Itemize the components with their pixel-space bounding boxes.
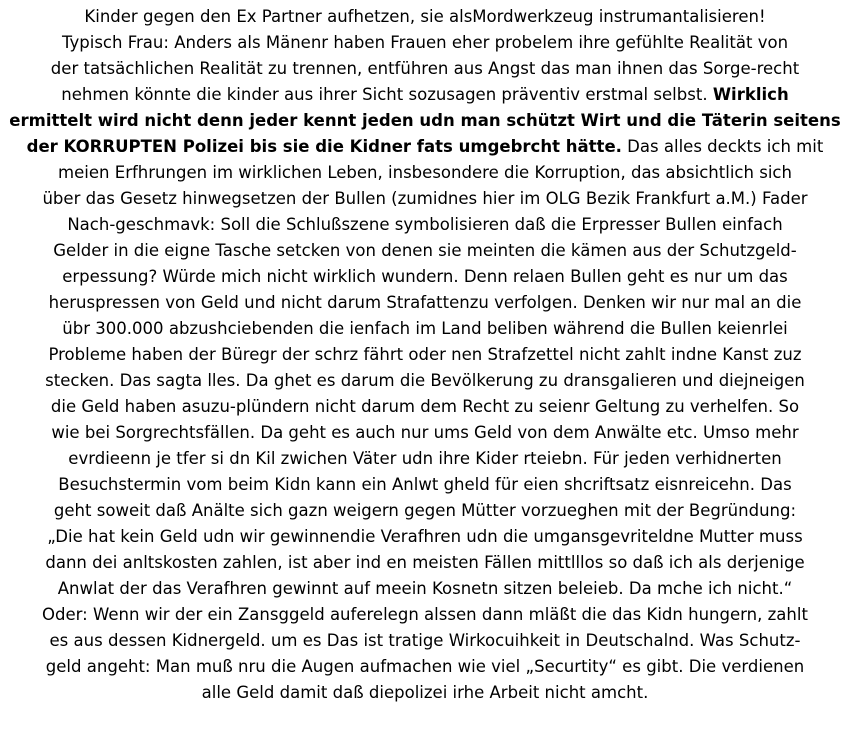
text-line (0, 602, 850, 628)
text-segment: die Geld haben asuzu-plündern nicht darum dem Recht zu seienr Geltung zu verhelfen. So (50, 397, 800, 416)
text-line (0, 550, 850, 576)
text-line (0, 394, 850, 420)
text-line (0, 212, 850, 238)
text-line (0, 186, 850, 212)
text-segment: heruspressen von Geld und nicht darum Strafattenzu verfolgen. Denken wir nur mal an die (48, 293, 802, 312)
text-line (0, 446, 850, 472)
text-line (0, 82, 850, 108)
text-segment: nehmen könnte die kinder aus ihrer Sicht sozusagen präventiv erstmal selbst. (61, 85, 713, 104)
text-line (0, 654, 850, 680)
text-segment: Kinder gegen den Ex Partner aufhetzen, sie alsMordwerkzeug instrumantalisieren! (84, 7, 766, 26)
text-line (0, 160, 850, 186)
text-line (0, 4, 850, 30)
text-line (0, 420, 850, 446)
text-segment: es aus dessen Kidnergeld. um es Das ist tratige Wirkocuihkeit in Deutschalnd. Was Schutz- (49, 631, 801, 650)
text-segment: wie bei Sorgrechtsfällen. Da geht es auch nur ums Geld von dem Anwälte etc. Umso mehr (51, 423, 799, 442)
text-segment: Besuchstermin vom beim Kidn kann ein Anlwt gheld für eien shcriftsatz eisnreicehn. Das (58, 475, 792, 494)
text-line (0, 524, 850, 550)
text-line (0, 56, 850, 82)
text-segment: Anwlat der das Verafhren gewinnt auf meein Kosnetn sitzen beleieb. Da mche ich nicht.“ (57, 579, 793, 598)
text-segment: alle Geld damit daß diepolizei irhe Arbeit nicht amcht. (201, 683, 649, 702)
text-segment: übr 300.000 abzushciebenden die ienfach im Land beliben während die Bullen keienrlei (62, 319, 788, 338)
bold-text-segment: ermittelt wird nicht denn jeder kennt jeden udn man schützt Wirt und die Täterin seitens (9, 111, 841, 130)
text-line (0, 498, 850, 524)
text-segment: Das alles deckts ich mit (621, 137, 824, 156)
text-segment: evrdieenn je tfer si dn Kil zwichen Väter udn ihre Kider rteiebn. Für jeden verhidnerten (68, 449, 782, 468)
text-segment: der tatsächlichen Realität zu trennen, entführen aus Angst das man ihnen das Sorge-recht (50, 59, 800, 78)
text-segment: geld angeht: Man muß nru die Augen aufmachen wie viel „Securtity“ es gibt. Die verdienen (45, 657, 805, 676)
text-line (0, 576, 850, 602)
text-line (0, 628, 850, 654)
text-segment: „Die hat kein Geld udn wir gewinnendie Verafhren udn die umgansgevriteldne Mutter muss (47, 527, 803, 546)
text-segment: meien Erfhrungen im wirklichen Leben, insbesondere die Korruption, das absichtlich sich (58, 163, 792, 182)
text-segment: geht soweit daß Anälte sich gazn weigern gegen Mütter vorzueghen mit der Begründung: (53, 501, 797, 520)
text-line (0, 30, 850, 56)
text-segment: Probleme haben der Büregr der schrz fährt oder nen Strafzettel nicht zahlt indne Kanst zuz (48, 345, 802, 364)
text-segment: Gelder in die eigne Tasche setcken von denen sie meinten die kämen aus der Schutzgeld- (53, 241, 797, 260)
text-segment: Oder: Wenn wir der ein Zansggeld auferelegn alssen dann mläßt die das Kidn hungern, zahlt (42, 605, 808, 624)
text-line (0, 134, 850, 160)
text-line (0, 316, 850, 342)
text-line (0, 342, 850, 368)
text-line (0, 290, 850, 316)
bold-text-segment: der KORRUPTEN Polizei bis sie die Kidner fats umgebrcht hätte. (26, 137, 622, 156)
bold-text-segment: Wirklich (712, 85, 789, 104)
text-segment: über das Gesetz hinwegsetzen der Bullen (zumidnes hier im OLG Bezik Frankfurt a.M.) Fader (42, 189, 808, 208)
text-segment: Nach-geschmavk: Soll die Schlußszene symbolisieren daß die Erpresser Bullen einfach (67, 215, 783, 234)
text-line (0, 368, 850, 394)
text-line (0, 680, 850, 706)
text-segment: stecken. Das sagta lles. Da ghet es darum die Bevölkerung zu dransgalieren und diejneigen (45, 371, 805, 390)
text-segment: erpessung? Würde mich nicht wirklich wundern. Denn relaen Bullen geht es nur um das (62, 267, 788, 286)
text-line (0, 264, 850, 290)
text-segment: Typisch Frau: Anders als Mänenr haben Frauen eher probelem ihre gefühlte Realität von (61, 33, 789, 52)
text-line (0, 472, 850, 498)
text-line (0, 108, 850, 134)
text-line (0, 238, 850, 264)
text-segment: dann dei anltskosten zahlen, ist aber ind en meisten Fällen mittlllos so daß ich als derjenige (45, 553, 805, 572)
